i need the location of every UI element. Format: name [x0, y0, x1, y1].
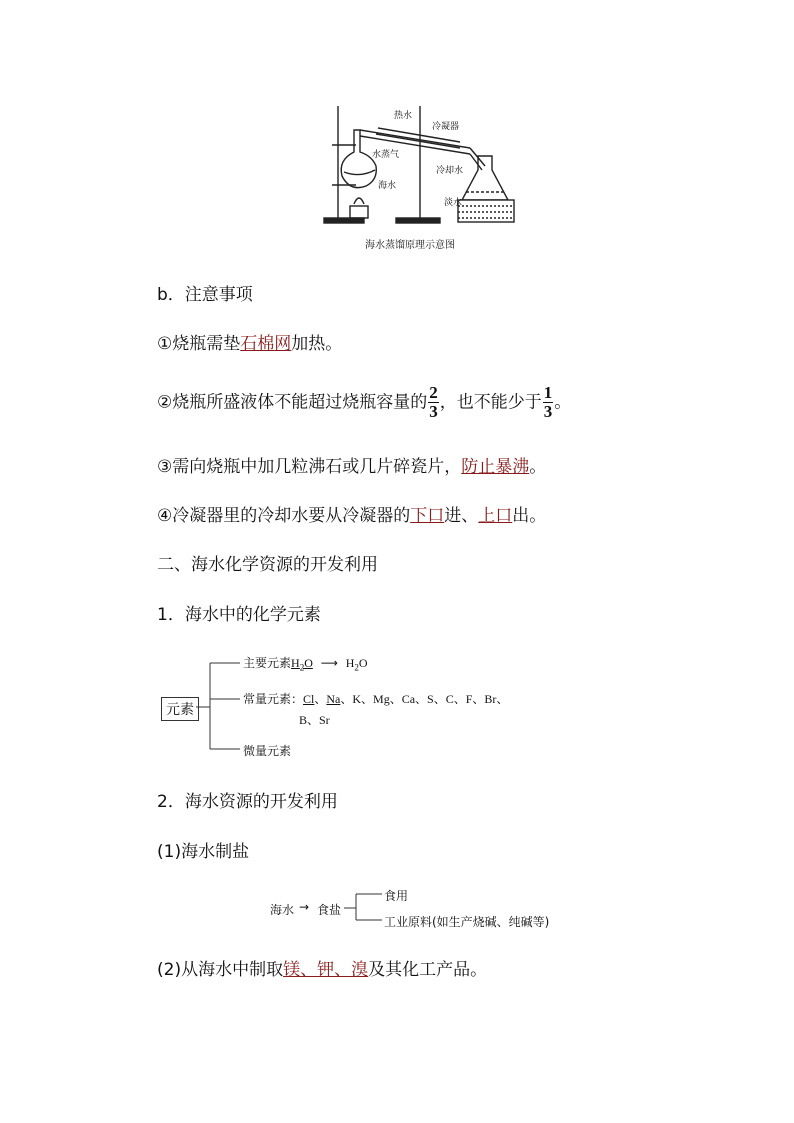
- note-3-pre: ③需向烧瓶中加几粒沸石或几片碎瓷片，: [157, 457, 462, 477]
- label-condenser: 冷凝器: [432, 122, 460, 132]
- main-elements-formula: [291, 656, 313, 673]
- main-h: H: [291, 656, 300, 670]
- salt-flow-seawater: 海水: [270, 903, 295, 917]
- note-item-4: [157, 504, 546, 528]
- note-item-3: [157, 455, 546, 479]
- salt-use-industry: 工业原料(如生产烧碱、纯碱等): [384, 915, 550, 929]
- note-3-answer: 防止暴沸: [461, 457, 530, 477]
- main-elements-row: [243, 654, 368, 672]
- frac2-den: 3: [543, 402, 553, 421]
- label-seawater: 海水: [378, 181, 397, 191]
- section2-sub1: 1．海水中的化学元素: [157, 605, 321, 625]
- note-1-pre: ①烧瓶需垫: [157, 334, 241, 354]
- note-3-post: 。: [529, 457, 547, 477]
- elements-root-box: 元素: [161, 697, 199, 721]
- section2-item2: [157, 958, 487, 982]
- note-2-pre: ②烧瓶所盛液体不能超过烧瓶容量的: [157, 392, 428, 413]
- note-2-mid: ，也不能少于: [439, 392, 542, 413]
- salt-flow-salt: 食盐: [317, 903, 342, 917]
- frac1-num: 2: [429, 383, 438, 402]
- note-4-mid: 进、: [444, 506, 479, 526]
- note-4-post: 出。: [512, 506, 547, 526]
- note-4-answer-1: 下口: [410, 506, 445, 526]
- label-hot-water: 热水: [394, 111, 413, 121]
- result-sub: 2: [354, 662, 359, 673]
- frac1-den: 3: [429, 402, 438, 421]
- result-o: O: [358, 656, 368, 670]
- item2-post: 及其化工产品。: [368, 960, 488, 980]
- label-cooling-water: 冷却水: [436, 166, 464, 176]
- section2-heading: 二、海水化学资源的开发利用: [157, 555, 378, 575]
- common-elements-line2: B、Sr: [299, 713, 330, 727]
- label-steam: 水蒸气: [372, 150, 400, 160]
- note-1-post: 加热。: [291, 334, 343, 354]
- fraction-two-thirds: [428, 384, 439, 421]
- common-cl: Cl: [303, 692, 315, 706]
- elements-bracket: [196, 660, 246, 755]
- note-item-2: [157, 384, 571, 421]
- label-fresh-water: 淡水: [444, 198, 463, 208]
- section2-sub2: 2．海水资源的开发利用: [157, 792, 338, 812]
- item2-pre: (2)从海水中制取: [157, 960, 284, 980]
- salt-use-food: 食用: [384, 889, 409, 903]
- note-4-pre: ④冷凝器里的冷却水要从冷凝器的: [157, 506, 411, 526]
- main-sub: 2: [299, 662, 305, 673]
- result-h: H: [345, 656, 355, 670]
- common-rest: 、K、Mg、Ca、S、C、F、Br、: [340, 692, 509, 706]
- figure-caption: 海水蒸馏原理示意图: [365, 240, 455, 251]
- main-result-formula: [345, 656, 368, 673]
- note-2-post: 。: [554, 392, 572, 413]
- main-elements-label: 主要元素: [243, 656, 292, 670]
- note-1-answer: 石棉网: [240, 334, 292, 354]
- common-na: Na: [326, 692, 341, 706]
- note-item-1: [157, 332, 342, 356]
- salt-flow-arrow: →: [299, 900, 310, 914]
- item2-answer: 镁、钾、溴: [283, 960, 369, 980]
- main-o: O: [304, 656, 313, 670]
- note-4-answer-2: 上口: [478, 506, 513, 526]
- fraction-one-third: [543, 384, 554, 421]
- salt-heading: (1)海水制盐: [157, 842, 250, 862]
- trace-elements-label: 微量元素: [243, 744, 292, 758]
- common-elements-row: 常量元素：Cl、Na、K、Mg、Ca、S、C、F、Br、: [243, 692, 509, 706]
- frac2-num: 1: [543, 383, 553, 402]
- notes-heading: b．注意事项: [157, 285, 253, 305]
- common-elements-label: 常量元素：: [243, 692, 304, 706]
- main-arrow: ⟶: [320, 656, 338, 670]
- salt-flow-bracket: [344, 890, 384, 926]
